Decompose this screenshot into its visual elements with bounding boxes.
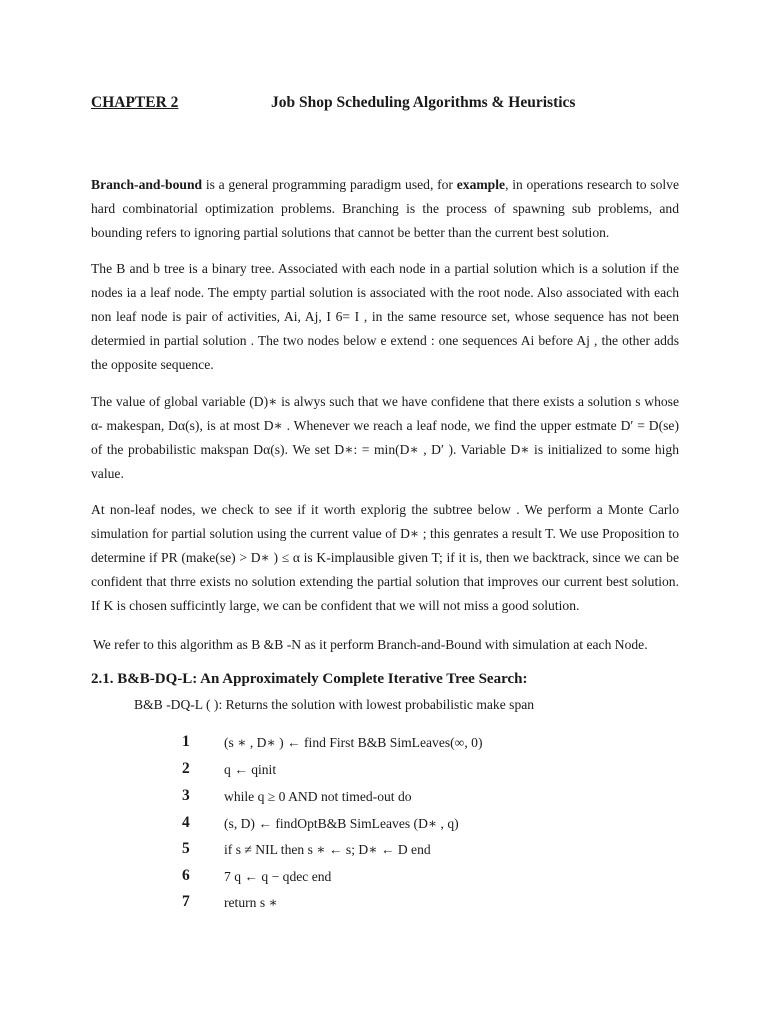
chapter-heading <box>91 94 691 112</box>
line-number: 6 <box>182 867 190 884</box>
paragraph-text: is a general programming paradigm used, for <box>202 177 457 192</box>
line-text: (s, D) ← findOptB&B SimLeaves (D∗ , q) <box>224 816 459 831</box>
line-number: 3 <box>182 787 190 804</box>
line-text: if s ≠ NIL then s ∗ ← s; D∗ ← D end <box>224 842 431 857</box>
chapter-title: Job Shop Scheduling Algorithms & Heuristics <box>271 94 576 111</box>
line-text: 7 q ← q − qdec end <box>224 869 332 884</box>
paragraph-branch-and-bound <box>91 173 679 245</box>
section-heading: 2.1. B&B-DQ-L: An Approximately Complete Iterative Tree Search: <box>91 671 528 687</box>
line-number: 5 <box>182 840 190 857</box>
line-number: 7 <box>182 893 190 910</box>
chapter-number: CHAPTER 2 <box>91 94 179 111</box>
line-text: q ← qinit <box>224 762 277 777</box>
paragraph-algorithm-name: We refer to this algorithm as B &B -N as it perform Branch-and-Bound with simulation at each Node. <box>93 637 648 652</box>
line-number: 4 <box>182 814 190 831</box>
term-example: example <box>456 177 506 192</box>
line-number: 2 <box>182 760 190 777</box>
line-text: while q ≥ 0 AND not timed-out do <box>224 789 412 804</box>
line-text: return s ∗ <box>224 895 278 910</box>
paragraph-global-variable: The value of global variable (D)∗ is alwys such that we have confidene that there exists a solution s whose α- makespan, Dα(s), is at most D∗ . Whenever we reach a leaf node, we find the upper estmate D′ = D(se) of the probabilistic makspan Dα(s). We set D∗: = min(D∗ , D′ ). Variable D∗ is initialized to some high value. <box>91 394 679 481</box>
term-branch-and-bound: Branch-and-bound <box>91 177 203 192</box>
algorithm-subtitle: B&B -DQ-L ( ): Returns the solution with lowest probabilistic make span <box>134 697 535 712</box>
paragraph-binary-tree: The B and b tree is a binary tree. Associated with each node in a partial solution which is a solution if the nodes ia a leaf node. The empty partial solution is associated with the root node. Also associated with each non leaf node is pair of activities, Ai, Aj, I 6= I , in the same resource set, whose sequence has not been determied in partial solution . The two nodes below e extend : one sequences Ai before Aj , the other adds the opposite sequence. <box>91 261 679 372</box>
line-number: 1 <box>182 733 190 750</box>
paragraph-text: , in operations research to solve hard combinatorial optimization problems. Branching is the process of spawning sub problems, and bounding refers to ignoring partial solutions that cannot be better than the current best solution. <box>91 177 679 240</box>
line-text: (s ∗ , D∗ ) ← find First B&B SimLeaves(∞, 0) <box>224 735 483 750</box>
paragraph-non-leaf-nodes: At non-leaf nodes, we check to see if it worth explorig the subtree below . We perform a Monte Carlo simulation for partial solution using the current value of D∗ ; this genrates a result T. We use Proposition to determine if PR (make(se) > D∗ ) ≤ α is K-implausible given T; if it is, then we backtrack, since we can be confident that thrre exists no solution extending the partial solution that improves our current best solution. If K is chosen sufficintly large, we can be confident that we will not miss a good solution. <box>91 502 679 613</box>
